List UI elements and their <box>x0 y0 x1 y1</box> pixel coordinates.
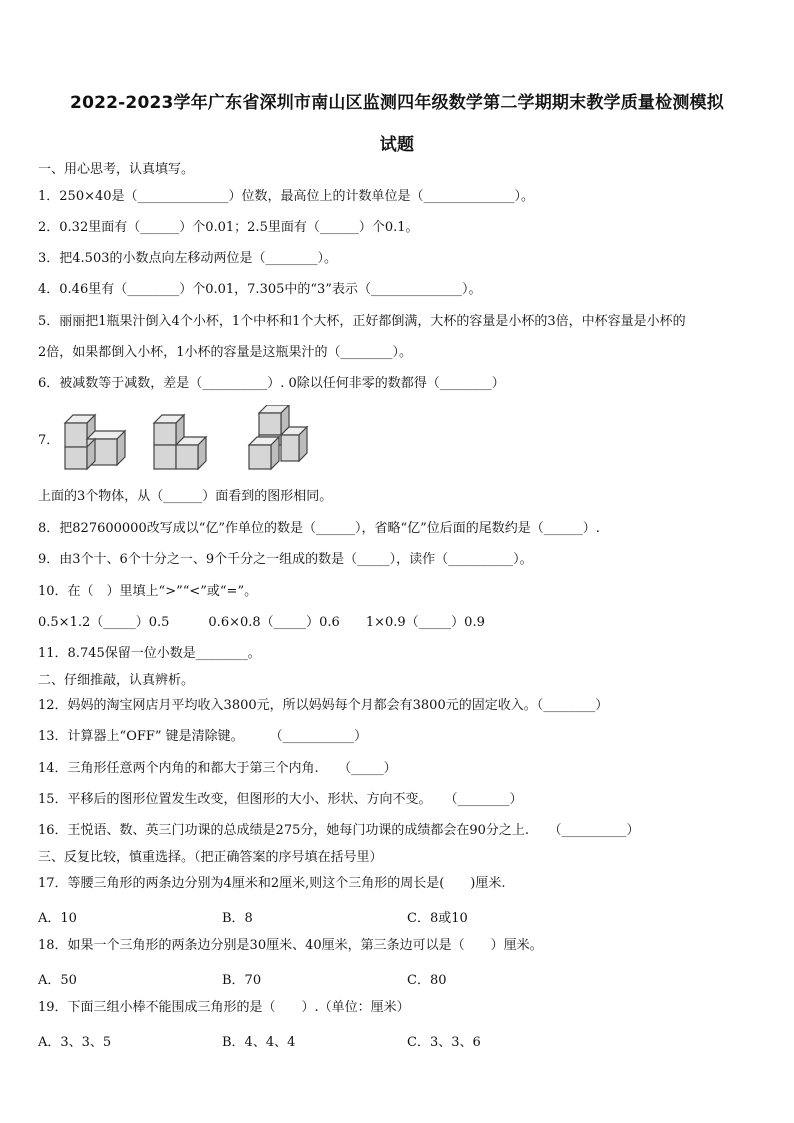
section-heading-2: 二、仔细推敲，认真辨析。 <box>38 673 195 688</box>
question-7-text: 上面的3个物体，从（______）面看到的图形相同。 <box>38 489 333 504</box>
question-11: 11．8.745保留一位小数是________。 <box>38 646 261 661</box>
question-3: 3．把4.503的小数点向左移动两位是（________）。 <box>38 251 337 266</box>
question-17-option-c: C．8或10 <box>407 911 468 926</box>
cube-object-3 <box>249 405 307 469</box>
question-10-items: 0.5×1.2（_____）0.5 0.6×0.8（_____）0.6 1×0.9（_____）0.9 <box>38 615 485 630</box>
question-19-option-a: A．3、3、5 <box>38 1035 112 1050</box>
question-6: 6．被减数等于减数，差是（__________）. 0除以任何非零的数都得（________） <box>38 376 505 391</box>
page-title-line-2: 试题 <box>379 135 415 155</box>
question-1: 1．250×40是（______________）位数，最高位上的计数单位是（______________）。 <box>38 189 535 204</box>
question-18-option-c: C．80 <box>407 973 447 988</box>
page-title-line-1: 2022-2023学年广东省深圳市南山区监测四年级数学第二学期期末教学质量检测模拟 <box>70 93 724 113</box>
question-12: 12．妈妈的淘宝网店月平均收入3800元，所以妈妈每个月都会有3800元的固定收入。（________） <box>38 698 609 713</box>
question-7-number: 7． <box>38 433 60 448</box>
question-4: 4．0.46里有（________）个0.01，7.305中的“3”表示（______________）。 <box>38 282 482 297</box>
question-18: 18．如果一个三角形的两条边分别是30厘米、40厘米，第三条边可以是（ ）厘米。 <box>38 938 543 953</box>
cube-figures <box>55 405 335 477</box>
cube-object-2 <box>154 415 206 469</box>
question-10: 10．在（ ）里填上“>”“<”或“=”。 <box>38 584 258 599</box>
question-16: 16．王悦语、数、英三门功课的总成绩是275分，她每门功课的成绩都会在90分之上. （__________） <box>38 823 640 838</box>
section-heading-1: 一、用心思考，认真填写。 <box>38 162 195 177</box>
question-19-option-b: B．4、4、4 <box>222 1035 296 1050</box>
question-18-option-a: A．50 <box>38 973 77 988</box>
section-heading-3: 三、反复比较，慎重选择。（把正确答案的序号填在括号里） <box>38 850 383 865</box>
question-8: 8．把827600000改写成以“亿”作单位的数是（______），省略“亿”位后面的尾数约是（______）. <box>38 521 600 536</box>
question-19: 19．下面三组小棒不能围成三角形的是（ ）.（单位：厘米） <box>38 1000 410 1015</box>
question-5-line-2: 2倍，如果都倒入小杯，1小杯的容量是这瓶果汁的（________）。 <box>38 345 413 360</box>
question-9: 9．由3个十、6个十分之一、9个千分之一组成的数是（_____），读作（__________）。 <box>38 552 533 567</box>
question-13: 13．计算器上“OFF” 键是清除键。 （___________） <box>38 729 368 744</box>
question-19-option-c: C．3、3、6 <box>407 1035 481 1050</box>
cube-object-1 <box>65 415 125 469</box>
question-17: 17．等腰三角形的两条边分别为4厘米和2厘米,则这个三角形的周长是( )厘米. <box>38 876 506 891</box>
question-5-line-1: 5．丽丽把1瓶果汁倒入4个小杯，1个中杯和1个大杯，正好都倒满，大杯的容量是小杯的3倍，中杯容量是小杯的 <box>38 314 686 329</box>
question-18-option-b: B．70 <box>222 973 262 988</box>
question-17-option-a: A．10 <box>38 911 77 926</box>
question-2: 2．0.32里面有（______）个0.01；2.5里面有（______）个0.1。 <box>38 220 419 235</box>
question-17-option-b: B．8 <box>222 911 253 926</box>
question-15: 15．平移后的图形位置发生改变，但图形的大小、形状、方向不变。 （________） <box>38 792 523 807</box>
question-14: 14．三角形任意两个内角的和都大于第三个内角. （_____） <box>38 761 397 776</box>
